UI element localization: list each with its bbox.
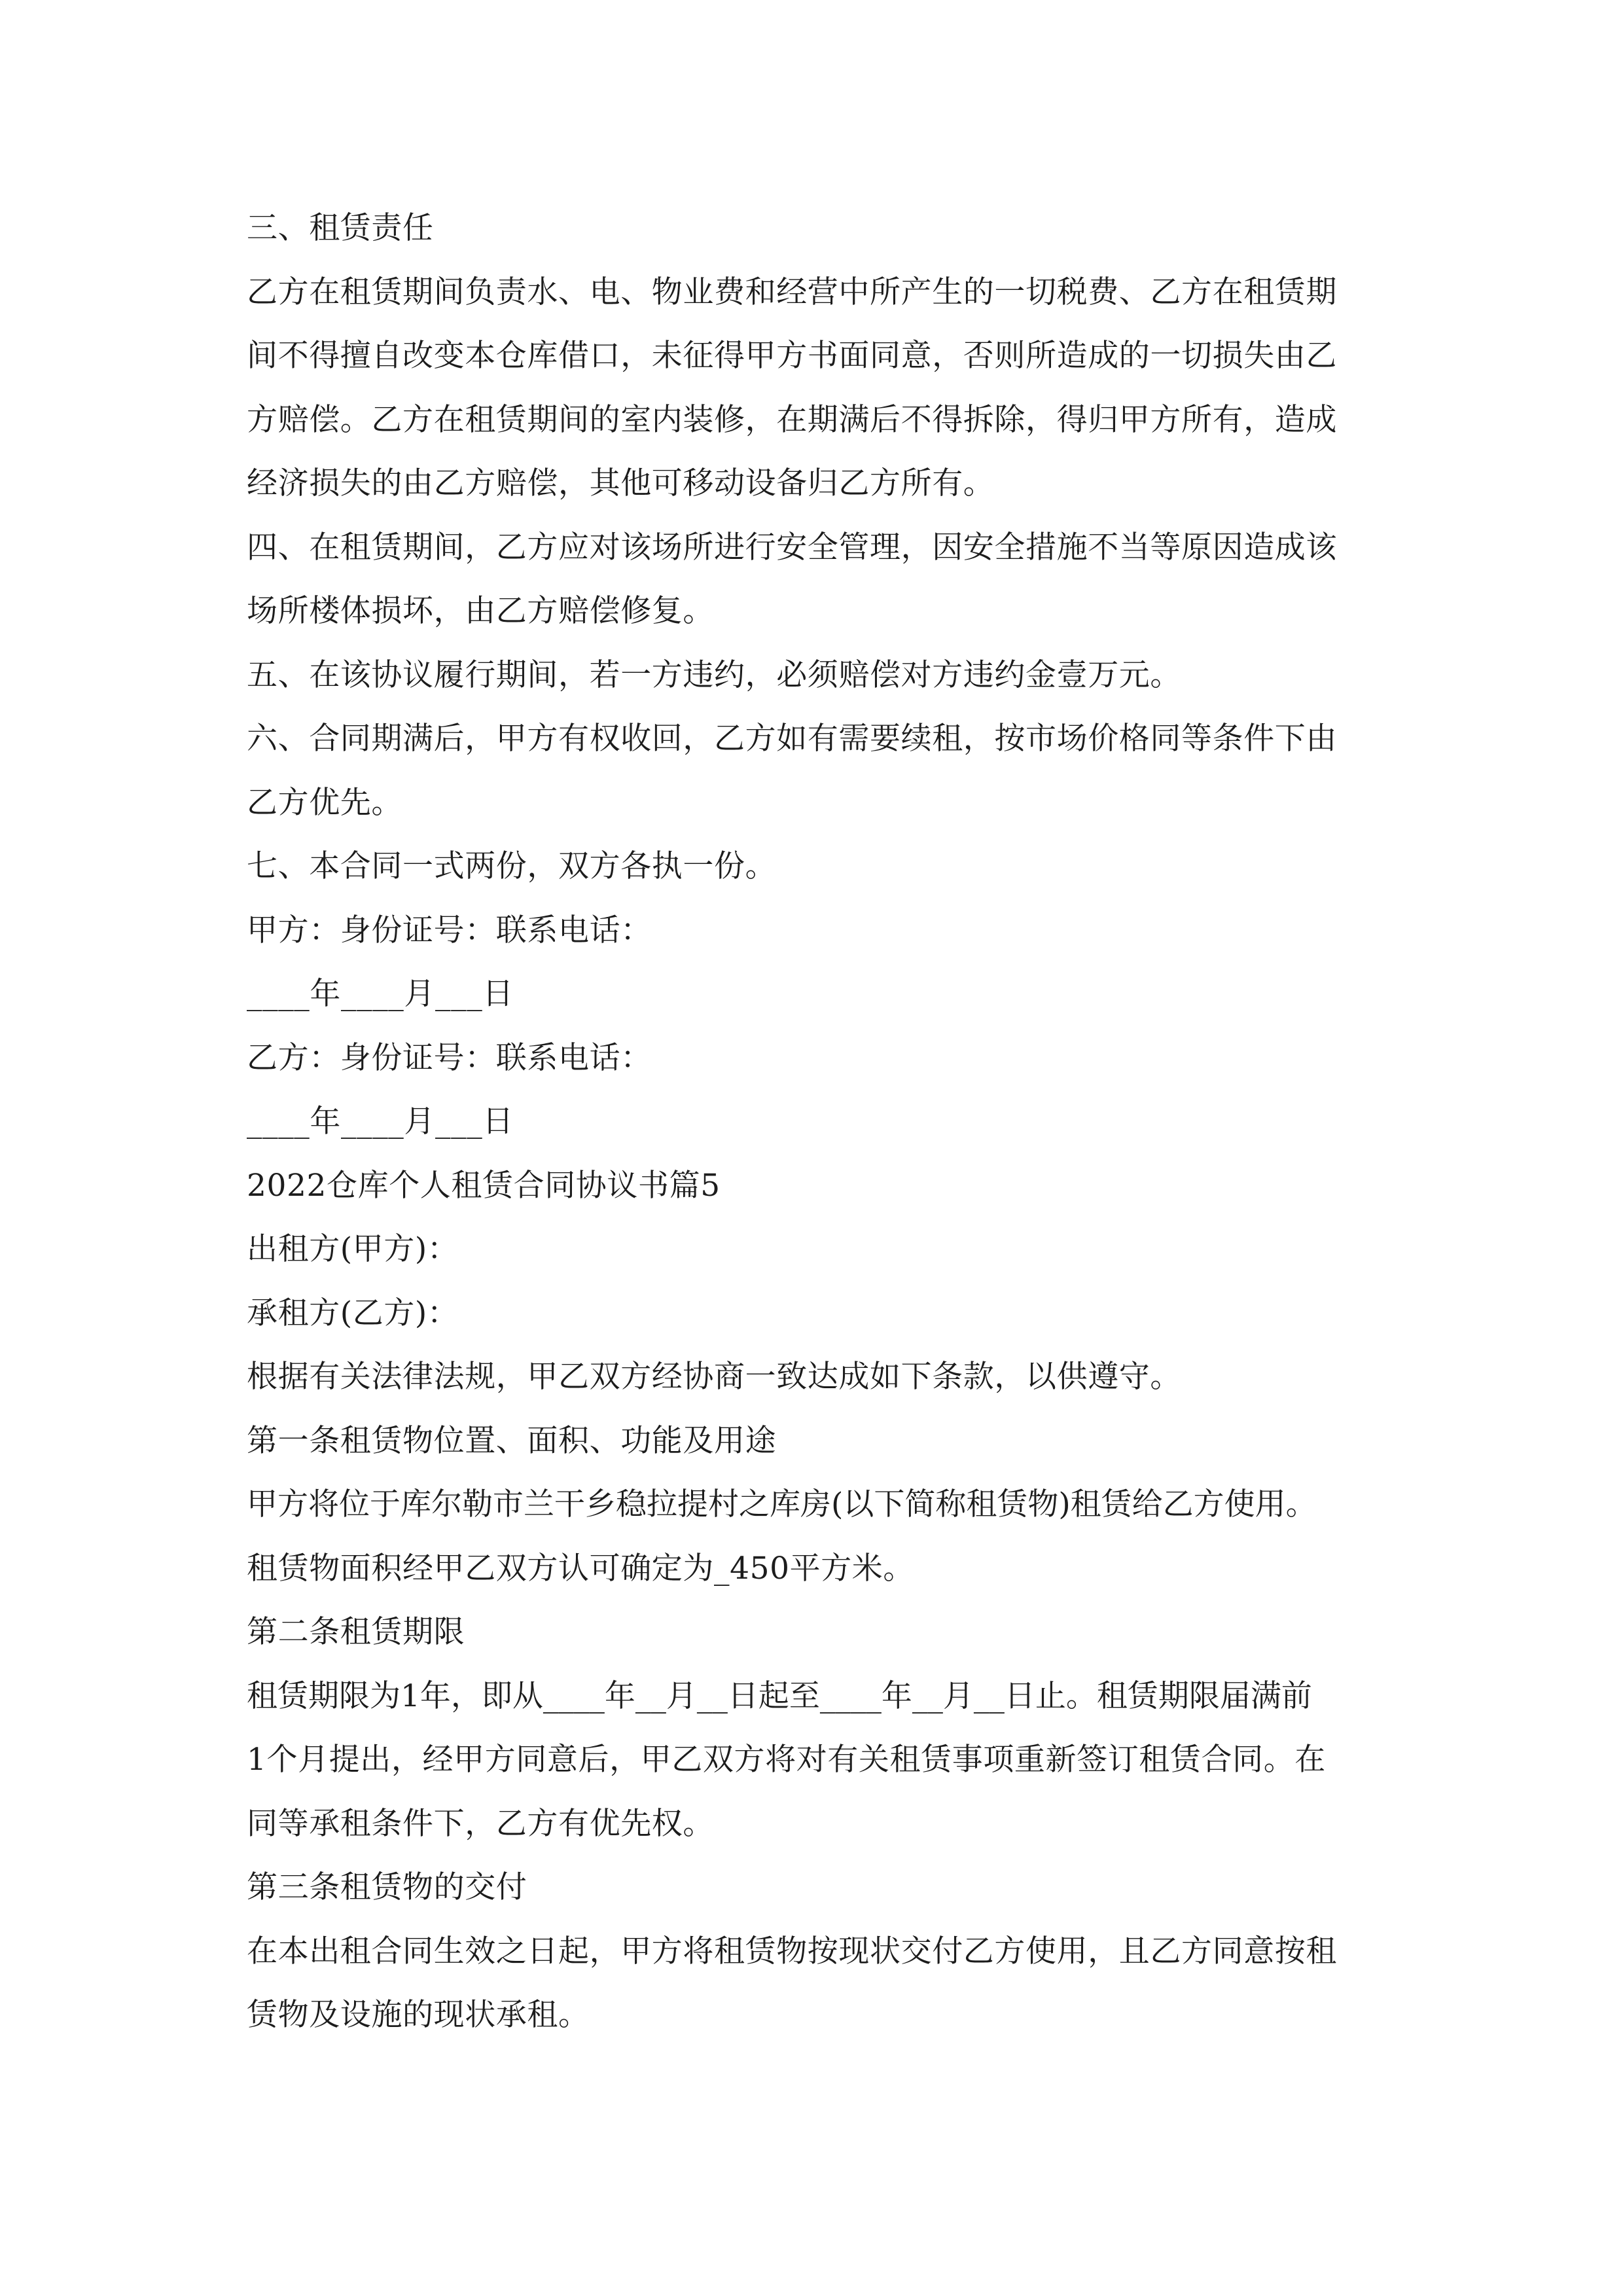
preamble-line: 根据有关法律法规，甲乙双方经协商一致达成如下条款，以供遵守。 <box>247 1359 1181 1395</box>
contract-title: 2022仓库个人租赁合同协议书篇5 <box>247 1167 721 1204</box>
article-one-heading: 第一条租赁物位置、面积、功能及用途 <box>247 1422 777 1459</box>
party-a-signature-line: 甲方：身份证号：联系电话： <box>247 912 652 948</box>
lessee-line: 承租方(乙方)： <box>247 1295 459 1331</box>
paragraph-line: 经济损失的由乙方赔偿，其他可移动设备归乙方所有。 <box>247 465 995 501</box>
lessor-line: 出租方(甲方)： <box>247 1231 459 1267</box>
section-heading-lease-responsibility: 三、租赁责任 <box>247 210 434 246</box>
paragraph-line: 间不得擅自改变本仓库借口，未征得甲方书面同意，否则所造成的一切损失由乙 <box>247 338 1337 374</box>
clause-four-line: 场所楼体损坏，由乙方赔偿修复。 <box>247 593 714 629</box>
article-three-heading: 第三条租赁物的交付 <box>247 1869 527 1905</box>
paragraph-line: 乙方在租赁期间负责水、电、物业费和经营中所产生的一切税费、乙方在租赁期 <box>247 274 1337 310</box>
clause-seven-line: 七、本合同一式两份，双方各执一份。 <box>247 848 777 884</box>
article-two-line: 租赁期限为1年，即从____年__月__日起至____年__月__日止。租赁期限届满前 <box>247 1677 1312 1714</box>
article-one-line: 租赁物面积经甲乙双方认可确定为_450平方米。 <box>247 1550 915 1587</box>
party-b-date-line: ____年____月___日 <box>247 1103 514 1139</box>
party-a-date-line: ____年____月___日 <box>247 976 514 1012</box>
party-b-signature-line: 乙方：身份证号：联系电话： <box>247 1039 652 1076</box>
document-body <box>247 196 1399 2047</box>
clause-six-line: 乙方优先。 <box>247 784 402 821</box>
article-two-line: 同等承租条件下，乙方有优先权。 <box>247 1805 714 1842</box>
article-three-line: 赁物及设施的现状承租。 <box>247 1997 590 2033</box>
article-one-line: 甲方将位于库尔勒市兰干乡稳拉提村之库房(以下简称租赁物)租赁给乙方使用。 <box>247 1486 1317 1522</box>
article-three-line: 在本出租合同生效之日起，甲方将租赁物按现状交付乙方使用，且乙方同意按租 <box>247 1933 1337 1969</box>
clause-six-line: 六、合同期满后，甲方有权收回，乙方如有需要续租，按市场价格同等条件下由 <box>247 721 1337 757</box>
paragraph-line: 方赔偿。乙方在租赁期间的室内装修，在期满后不得拆除，得归甲方所有，造成 <box>247 401 1337 438</box>
article-two-line: 1个月提出，经甲方同意后，甲乙双方将对有关租赁事项重新签订租赁合同。在 <box>247 1742 1326 1778</box>
clause-five-line: 五、在该协议履行期间，若一方违约，必须赔偿对方违约金壹万元。 <box>247 656 1181 693</box>
clause-four-line: 四、在租赁期间，乙方应对该场所进行安全管理，因安全措施不当等原因造成该 <box>247 529 1337 565</box>
article-two-heading: 第二条租赁期限 <box>247 1614 465 1650</box>
